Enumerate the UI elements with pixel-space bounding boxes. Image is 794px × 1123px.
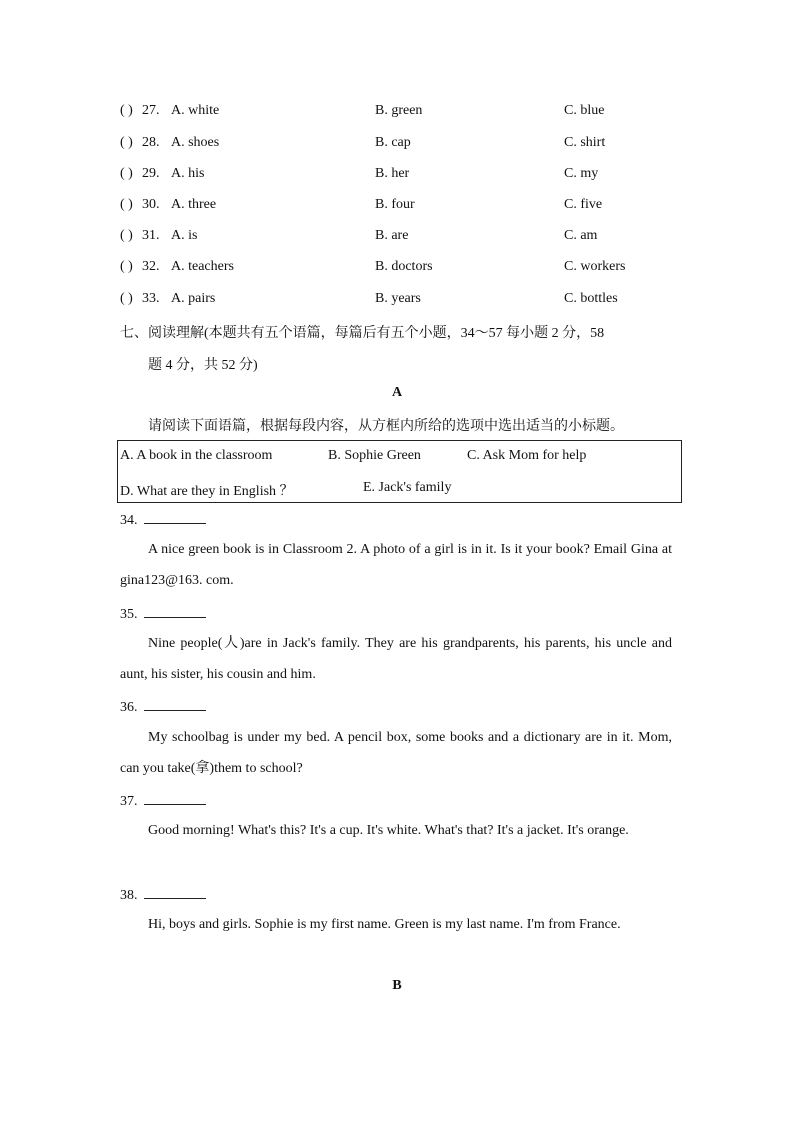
- item-36-paragraph: My schoolbag is under my bed. A pencil box, some books and a dictionary are in it. Mom, can you take(拿)them to school?: [120, 730, 672, 776]
- options-box: [117, 440, 682, 503]
- option-box-e: E. Jack's family: [363, 480, 452, 495]
- option-box-d: D. What are they in English ？: [120, 484, 294, 499]
- choice-row-28: [0, 135, 794, 155]
- question-number: 37.: [120, 794, 138, 809]
- option-b: B. cap: [375, 135, 411, 150]
- item-35-paragraph: Nine people(人)are in Jack's family. They are his grandparents, his parents, his uncle and aunt, his sister, his cousin and him.: [120, 636, 672, 682]
- choice-row-29: [0, 166, 794, 186]
- answer-paren[interactable]: ( ): [120, 166, 133, 181]
- question-number: 30.: [142, 197, 160, 212]
- option-box-a: A. A book in the classroom: [120, 448, 273, 463]
- item-38-number: [120, 886, 206, 904]
- option-a: A. shoes: [171, 135, 220, 150]
- option-a: A. pairs: [171, 291, 216, 306]
- answer-blank[interactable]: [144, 698, 206, 711]
- option-a: A. white: [171, 103, 220, 118]
- option-b: B. years: [375, 291, 421, 306]
- answer-blank[interactable]: [144, 792, 206, 805]
- option-b: B. four: [375, 197, 415, 212]
- section-title-continued: 题 4 分，共 52 分): [148, 358, 258, 373]
- question-number: 31.: [142, 228, 160, 243]
- item-35-number: [120, 605, 206, 623]
- item-37-number: [120, 792, 206, 810]
- option-c: C. five: [564, 197, 603, 212]
- option-b: B. green: [375, 103, 423, 118]
- item-38-paragraph: Hi, boys and girls. Sophie is my first name. Green is my last name. I'm from France.: [148, 917, 621, 932]
- question-number: 38.: [120, 888, 138, 903]
- option-a: A. three: [171, 197, 217, 212]
- choice-row-27: [0, 103, 794, 123]
- section-title: 七、阅读理解(本题共有五个语篇，每篇后有五个小题，34～57 每小题 2 分，58: [120, 326, 605, 341]
- choice-row-31: [0, 228, 794, 248]
- option-box-c: C. Ask Mom for help: [467, 448, 587, 463]
- choice-row-33: [0, 291, 794, 311]
- answer-paren[interactable]: ( ): [120, 259, 133, 274]
- answer-paren[interactable]: ( ): [120, 103, 133, 118]
- option-c: C. workers: [564, 259, 626, 274]
- question-number: 28.: [142, 135, 160, 150]
- question-number: 32.: [142, 259, 160, 274]
- question-number: 34.: [120, 513, 138, 528]
- item-34-number: [120, 511, 206, 529]
- item-34-paragraph: A nice green book is in Classroom 2. A photo of a girl is in it. Is it your book? Email Gina at gina123@163. com.: [120, 542, 672, 588]
- option-a: A. is: [171, 228, 198, 243]
- answer-paren[interactable]: ( ): [120, 135, 133, 150]
- part-b-heading: B: [392, 978, 402, 993]
- choice-row-32: [0, 259, 794, 279]
- option-c: C. blue: [564, 103, 605, 118]
- option-box-b: B. Sophie Green: [328, 448, 421, 463]
- option-b: B. doctors: [375, 259, 433, 274]
- option-c: C. am: [564, 228, 598, 243]
- option-a: A. his: [171, 166, 205, 181]
- question-number: 29.: [142, 166, 160, 181]
- option-a: A. teachers: [171, 259, 234, 274]
- part-a-instruction: 请阅读下面语篇，根据每段内容，从方框内所给的选项中选出适当的小标题。: [148, 419, 624, 434]
- question-number: 35.: [120, 607, 138, 622]
- answer-paren[interactable]: ( ): [120, 197, 133, 212]
- choice-row-30: [0, 197, 794, 217]
- question-number: 27.: [142, 103, 160, 118]
- option-c: C. bottles: [564, 291, 618, 306]
- item-37-paragraph: Good morning! What's this? It's a cup. It's white. What's that? It's a jacket. It's orange.: [148, 823, 629, 838]
- option-c: C. my: [564, 166, 599, 181]
- option-c: C. shirt: [564, 135, 606, 150]
- part-a-heading: A: [391, 385, 403, 400]
- answer-blank[interactable]: [144, 605, 206, 618]
- question-number: 36.: [120, 700, 138, 715]
- question-number: 33.: [142, 291, 160, 306]
- item-36-number: [120, 698, 206, 716]
- answer-paren[interactable]: ( ): [120, 291, 133, 306]
- answer-paren[interactable]: ( ): [120, 228, 133, 243]
- answer-blank[interactable]: [144, 886, 206, 899]
- option-b: B. are: [375, 228, 409, 243]
- answer-blank[interactable]: [144, 511, 206, 524]
- option-b: B. her: [375, 166, 410, 181]
